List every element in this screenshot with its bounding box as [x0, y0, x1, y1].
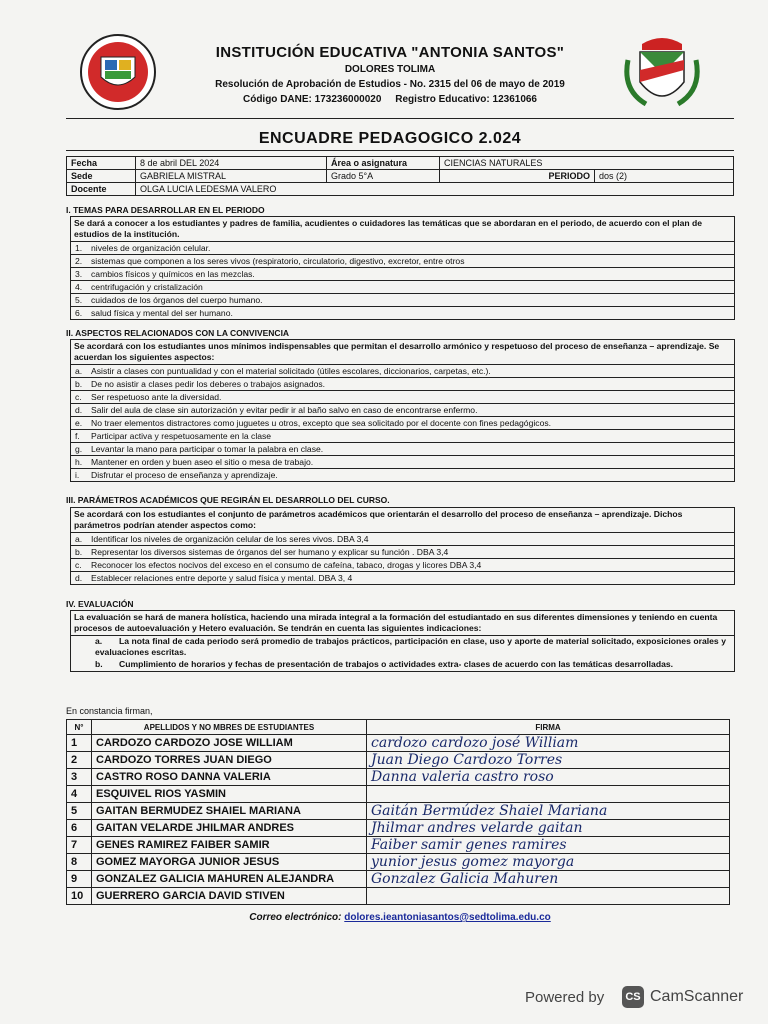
email-line	[66, 912, 734, 923]
list-item	[71, 443, 734, 456]
fecha-value: 8 de abril DEL 2024	[136, 157, 327, 170]
table-row	[67, 786, 730, 803]
student-name: GAITAN VELARDE JHILMAR ANDRES	[92, 820, 367, 837]
camscanner-watermark	[525, 986, 755, 1012]
row-number: 7	[67, 837, 92, 854]
list-item	[71, 636, 734, 659]
list-item-key: f.	[75, 431, 80, 441]
section-4-title: IV. EVALUACIÓN	[66, 599, 134, 609]
list-item-text: Reconocer los efectos nocivos del exceso en el consumo de cafeína, tabaco, drogas y licores DBA 3,4	[91, 560, 482, 570]
list-item-text: De no asistir a clases pedir los deberes o trabajos asignados.	[91, 379, 326, 389]
table-row	[67, 735, 730, 752]
student-signature: Jhilmar andres velarde gaitan	[367, 820, 730, 837]
student-name: ESQUIVEL RIOS YASMIN	[92, 786, 367, 803]
email-label: Correo electrónico:	[249, 912, 342, 923]
student-name: GONZALEZ GALICIA MAHUREN ALEJANDRA	[92, 871, 367, 888]
section-3-title: III. PARÁMETROS ACADÉMICOS QUE REGIRÁN EL DESARROLLO DEL CURSO.	[66, 495, 390, 505]
row-number: 4	[67, 786, 92, 803]
section-3-list	[71, 533, 734, 584]
section-4-box	[70, 610, 735, 672]
list-item-key: 5.	[75, 295, 83, 305]
powered-by-text: Powered by	[525, 989, 605, 1006]
student-signature: yunior jesus gomez mayorga	[367, 854, 730, 871]
list-item	[71, 378, 734, 391]
row-number: 5	[67, 803, 92, 820]
list-item-text: No traer elementos distractores como juguetes u otros, excepto que sea solicitado por el docente con fines pedagógicos.	[91, 418, 552, 428]
student-name: GAITAN BERMUDEZ SHAIEL MARIANA	[92, 803, 367, 820]
list-item-text: Identificar los niveles de organización celular de los seres vivos. DBA 3,4	[91, 534, 369, 544]
list-item-key: 1.	[75, 243, 83, 253]
list-item-key: g.	[75, 444, 83, 454]
institution-location: DOLORES TOLIMA	[344, 64, 436, 75]
list-item	[71, 255, 734, 268]
row-number: 8	[67, 854, 92, 871]
list-item-key: a.	[75, 366, 83, 376]
list-item-text: cambios físicos y químicos en las mezclas.	[91, 269, 255, 279]
student-signature: Faiber samir genes ramires	[367, 837, 730, 854]
list-item-text: La nota final de cada periodo será promedio de trabajos prácticos, participación en clase, uso y aporte de material solicitado, exposiciones orales y evaluaciones escritas.	[95, 636, 726, 657]
institution-codes: Código DANE: 173236000020 Registro Educativo: 12361066	[242, 94, 537, 105]
fecha-label: Fecha	[67, 157, 136, 170]
student-signature	[367, 786, 730, 803]
row-number: 3	[67, 769, 92, 786]
list-item-key: 6.	[75, 308, 83, 318]
email-link[interactable]: dolores.ieantoniasantos@sedtolima.edu.co	[344, 912, 551, 923]
student-name: GOMEZ MAYORGA JUNIOR JESUS	[92, 854, 367, 871]
list-item-text: Mantener en orden y buen aseo el sitio o mesa de trabajo.	[91, 457, 314, 467]
table-row	[67, 854, 730, 871]
institution-name: INSTITUCIÓN EDUCATIVA "ANTONIA SANTOS"	[215, 44, 565, 61]
area-value: CIENCIAS NATURALES	[440, 157, 734, 170]
list-item-text: Representar los diversos sistemas de órganos del ser humano y explicar su función . DBA 3,4	[91, 547, 449, 557]
sede-label: Sede	[67, 170, 136, 183]
periodo-label: PERIODO	[440, 170, 595, 183]
section-1-title: I. TEMAS PARA DESARROLLAR EN EL PERIODO	[66, 205, 265, 215]
list-item-key: c.	[75, 392, 82, 402]
col-student-name: APELLIDOS Y NO MBRES DE ESTUDIANTES	[92, 720, 367, 735]
list-item-text: salud física y mental del ser humano.	[91, 308, 233, 318]
document-title: ENCUADRE PEDAGOGICO 2.024	[258, 130, 522, 147]
list-item	[71, 546, 734, 559]
grado-value: Grado 5°A	[327, 170, 440, 183]
section-2-list	[71, 365, 734, 481]
list-item	[71, 307, 734, 319]
section-4-intro: La evaluación se hará de manera holística, haciendo una mirada integral a la formación del estudiantado en sus diferentes dimensiones y teniendo en cuenta procesos de autoevaluación y Hetero evaluación. Se tendrán en cuenta las siguientes indicaciones:	[71, 611, 734, 636]
list-item	[71, 404, 734, 417]
section-2-intro: Se acordará con los estudiantes unos mínimos indispensables que permitan el desarrollo armónico y respetuoso del proceso de enseñanza – aprendizaje. Se acuerdan los siguientes aspectos:	[71, 340, 734, 365]
col-number: N°	[67, 720, 92, 735]
list-item	[71, 281, 734, 294]
table-row	[67, 752, 730, 769]
list-item-key: a.	[75, 534, 83, 544]
student-name: CARDOZO CARDOZO JOSE WILLIAM	[92, 735, 367, 752]
section-2-title: II. ASPECTOS RELACIONADOS CON LA CONVIVENCIA	[66, 328, 290, 338]
sede-value: GABRIELA MISTRAL	[136, 170, 327, 183]
table-row	[67, 888, 730, 905]
list-item-key: h.	[75, 457, 83, 467]
list-item-key: b.	[75, 379, 83, 389]
list-item	[71, 294, 734, 307]
list-item-key: d.	[75, 573, 83, 583]
list-item	[71, 572, 734, 584]
area-label: Área o asignatura	[327, 157, 440, 170]
list-item-key: 4.	[75, 282, 83, 292]
resolution-text: Resolución de Aprobación de Estudios - No. 2315 del 06 de mayo de 2019	[215, 79, 565, 90]
list-item-key: 2.	[75, 256, 83, 266]
student-signature: Danna valeria castro roso	[367, 769, 730, 786]
title-divider	[66, 150, 734, 151]
section-2-box	[70, 339, 735, 482]
periodo-value: dos (2)	[595, 170, 734, 183]
section-1-list	[71, 242, 734, 319]
section-4-list	[71, 636, 734, 671]
camscanner-logo-icon: CS	[622, 986, 644, 1008]
student-name: GUERRERO GARCIA DAVID STIVEN	[92, 888, 367, 905]
list-item-text: Salir del aula de clase sin autorización y evitar pedir ir al baño salvo en caso de encontrarse enfermo.	[91, 405, 478, 415]
info-table	[66, 156, 734, 196]
student-name: CARDOZO TORRES JUAN DIEGO	[92, 752, 367, 769]
student-signature: Gonzalez Galicia Mahuren	[367, 871, 730, 888]
row-number: 2	[67, 752, 92, 769]
list-item	[71, 469, 734, 481]
section-3-box	[70, 507, 735, 585]
list-item-text: Participar activa y respetuosamente en la clase	[91, 431, 272, 441]
section-1-box	[70, 216, 735, 320]
section-1-intro: Se dará a conocer a los estudiantes y padres de familia, acudientes o cuidadores las temáticas que se abordaran en el periodo, de acuerdo con el plan de estudios de la institución.	[71, 217, 734, 242]
table-row	[67, 803, 730, 820]
list-item-text: Disfrutar el proceso de enseñanza y aprendizaje.	[91, 470, 278, 480]
list-item-text: Levantar la mano para participar o tomar la palabra en clase.	[91, 444, 324, 454]
student-name: GENES RAMIREZ FAIBER SAMIR	[92, 837, 367, 854]
table-row	[67, 769, 730, 786]
list-item-text: Asistir a clases con puntualidad y con el material solicitado (útiles escolares, diccionarios, carpetas, etc.).	[91, 366, 491, 376]
school-crest-left-icon	[79, 33, 157, 111]
list-item	[71, 391, 734, 404]
row-number: 1	[67, 735, 92, 752]
list-item-key: i.	[75, 470, 80, 480]
list-item	[71, 559, 734, 572]
list-item	[71, 659, 734, 671]
list-item	[71, 533, 734, 546]
school-shield-right-icon	[620, 30, 704, 116]
list-item-text: Ser respetuoso ante la diversidad.	[91, 392, 222, 402]
signature-rows	[67, 735, 730, 905]
section-3-intro: Se acordará con los estudiantes el conjunto de parámetros académicos que orientarán el desarrollo del proceso de enseñanza – aprendizaje. Dichos parámetros podrían atender aspectos como:	[71, 508, 734, 533]
list-item-key: 3.	[75, 269, 83, 279]
list-item	[71, 430, 734, 443]
list-item-text: sistemas que componen a los seres vivos (respiratorio, circulatorio, digestivo, excretor, entre otros	[91, 256, 465, 266]
table-row	[67, 837, 730, 854]
list-item	[71, 242, 734, 255]
row-number: 10	[67, 888, 92, 905]
camscanner-brand: CamScanner	[650, 988, 744, 1005]
list-item	[71, 417, 734, 430]
list-item	[71, 365, 734, 378]
list-item-text: centrifugación y cristalización	[91, 282, 203, 292]
list-item-key: b.	[95, 659, 103, 669]
constancia-text: En constancia firman,	[66, 706, 153, 716]
docente-value: OLGA LUCIA LEDESMA VALERO	[136, 183, 734, 196]
row-number: 9	[67, 871, 92, 888]
col-signature: FIRMA	[367, 720, 730, 735]
table-row	[67, 820, 730, 837]
list-item	[71, 456, 734, 469]
header-divider	[66, 118, 734, 119]
list-item-key: c.	[75, 560, 82, 570]
student-signature: cardozo cardozo josé William	[367, 735, 730, 752]
list-item-key: b.	[75, 547, 83, 557]
student-signature: Juan Diego Cardozo Torres	[367, 752, 730, 769]
docente-label: Docente	[67, 183, 136, 196]
table-row	[67, 871, 730, 888]
list-item-text: niveles de organización celular.	[91, 243, 211, 253]
list-item-key: e.	[75, 418, 83, 428]
list-item-text: Establecer relaciones entre deporte y salud física y mental. DBA 3, 4	[91, 573, 353, 583]
student-name: CASTRO ROSO DANNA VALERIA	[92, 769, 367, 786]
list-item-key: a.	[95, 636, 103, 646]
list-item-key: d.	[75, 405, 83, 415]
student-signature: Gaitán Bermúdez Shaiel Mariana	[367, 803, 730, 820]
list-item	[71, 268, 734, 281]
list-item-text: cuidados de los órganos del cuerpo humano.	[91, 295, 263, 305]
row-number: 6	[67, 820, 92, 837]
list-item-text: Cumplimiento de horarios y fechas de presentación de trabajos o actividades extra- clases de acuerdo con las temáticas desarrolladas.	[119, 659, 674, 669]
signature-table	[66, 719, 730, 905]
student-signature	[367, 888, 730, 905]
